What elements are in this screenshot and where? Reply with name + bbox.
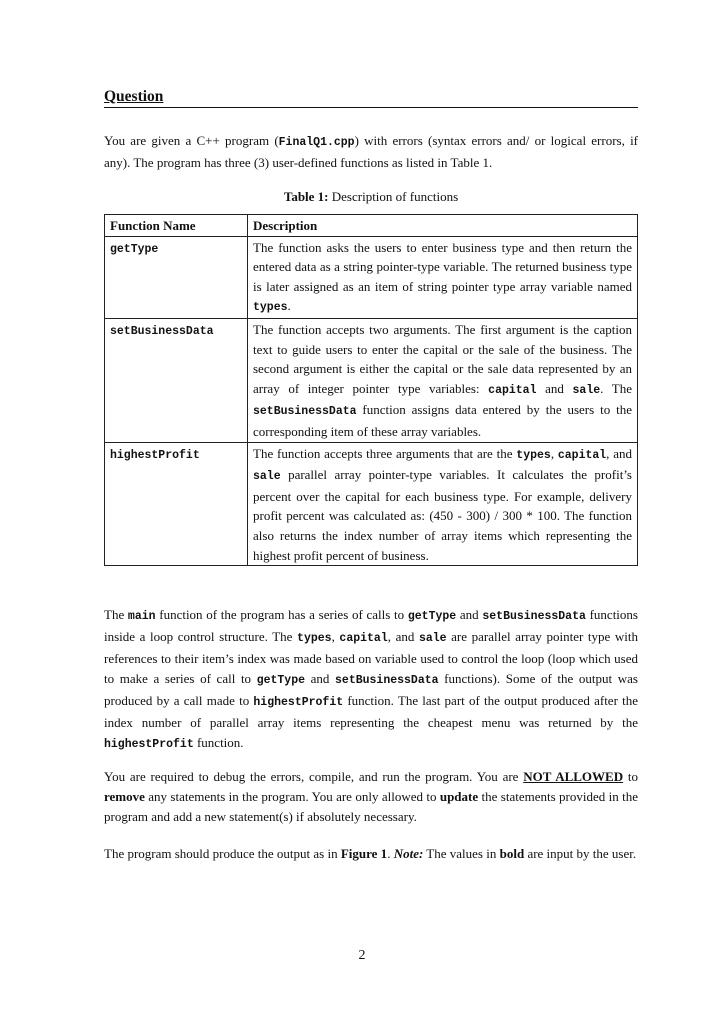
header-function-name: Function Name: [105, 215, 248, 237]
page-number: 2: [358, 948, 366, 963]
debug-instructions-paragraph: You are required to debug the errors, compile, and run the program. You are NOT ALLOWED to remove any statements in the program. You are only allowed to update the statements provided in the program and add a new statement(s) if absolutely necessary.: [104, 769, 638, 824]
table-header-row: [105, 215, 638, 237]
function-name-cell: setBusinessData: [110, 324, 214, 338]
function-name-cell: highestProfit: [110, 448, 200, 462]
code-filename: FinalQ1.cpp: [278, 136, 355, 149]
function-name-cell: getType: [110, 242, 159, 256]
table-row: [105, 318, 638, 442]
table-row: [105, 442, 638, 566]
description-cell: The function accepts two arguments. The first argument is the caption text to guide users to enter the capital or the sale of the business. The second argument is either the capital or the sale data represented by an array of integer pointer type variables: capital and sale. The setBusinessData function assigns data entered by the users to the corresponding item of these array variables.: [248, 318, 638, 442]
main-function-paragraph: The main function of the program has a series of calls to getType and setBusinessData functions inside a loop control structure. The types, capital, and sale are parallel array pointer type with references to their item’s index was made based on variable used to control the loop (loop which used to make a series of call to getType and setBusinessData functions). Some of the output was produced by a call made to highestProfit function. The last part of the output produced after the index number of parallel array items representing the cheapest menu was returned by the highestProfit function.: [104, 607, 639, 751]
question-heading: Question: [104, 88, 638, 108]
description-cell: The function accepts three arguments that are the types, capital, and sale parallel array pointer-type variables. It calculates the profit’s percent over the capital for each business type. For example, delivery profit percent was calculated as: (450 - 300) / 300 * 100. The function also returns the index number of array items which representing the highest profit percent of business.: [248, 442, 638, 566]
intro-paragraph: You are given a C++ program (FinalQ1.cpp) with errors (syntax errors and/ or logical errors, if any). The program has three (3) user-defined functions as listed in Table 1.: [104, 133, 639, 170]
description-cell: The function asks the users to enter business type and then return the entered data as a string pointer-type variable. The returned business type is later assigned as an item of string pointer type array variable named types.: [248, 236, 638, 318]
table-caption: Table 1: Description of functions: [283, 189, 459, 204]
functions-table: [104, 214, 638, 566]
table-row: [105, 236, 638, 318]
not-allowed-emphasis: NOT ALLOWED: [523, 769, 624, 784]
header-description: Description: [248, 215, 638, 237]
output-paragraph: The program should produce the output as in Figure 1. Note: The values in bold are input by the user.: [104, 846, 637, 861]
